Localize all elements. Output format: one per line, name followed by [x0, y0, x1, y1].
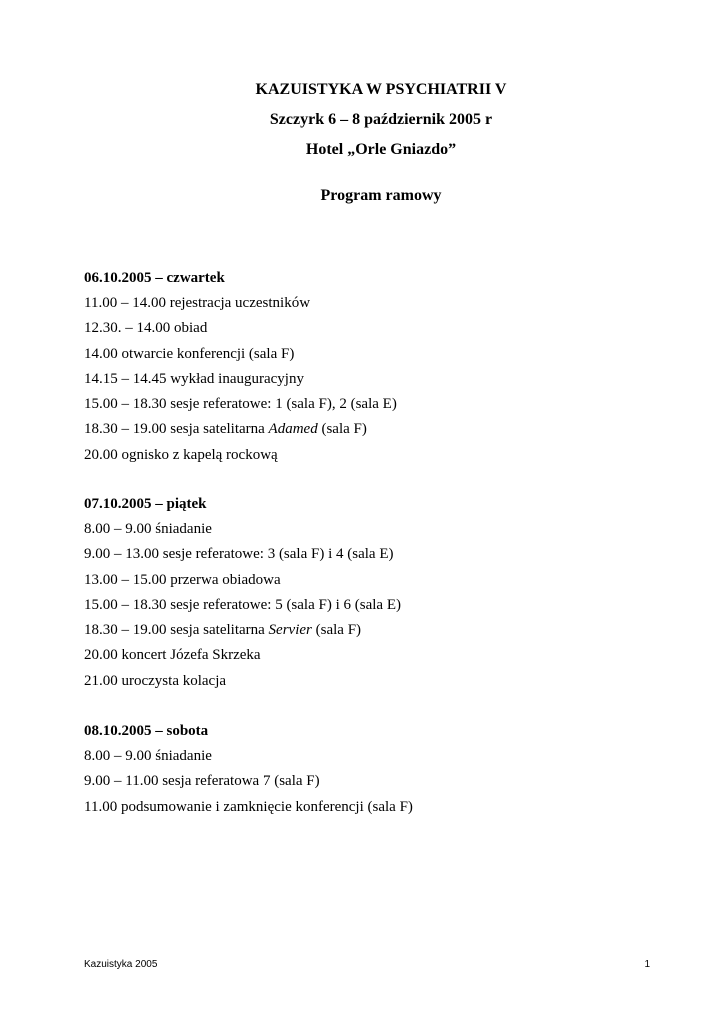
schedule-entry: 15.00 – 18.30 sesje referatowe: 1 (sala F), 2 (sala E) — [84, 396, 397, 413]
document-header — [0, 80, 724, 206]
schedule-entry: 11.00 podsumowanie i zamknięcie konferencji (sala F) — [84, 798, 413, 815]
day-title: 06.10.2005 – czwartek — [84, 270, 225, 286]
footer-label: Kazuistyka 2005 — [84, 959, 158, 970]
day-section-1 — [84, 269, 684, 471]
schedule-entry: 14.15 – 14.45 wykład inauguracyjny — [84, 370, 304, 387]
place-and-date: Szczyrk 6 – 8 październik 2005 r — [269, 111, 493, 128]
schedule-entry: 9.00 – 11.00 sesja referatowa 7 (sala F) — [84, 773, 320, 790]
schedule-entry: 14.00 otwarcie konferencji (sala F) — [84, 345, 295, 362]
sponsor-name: Servier — [268, 622, 312, 639]
schedule-entry: 8.00 – 9.00 śniadanie — [84, 521, 212, 537]
page-number: 1 — [644, 959, 650, 970]
schedule-entry: 21.00 uroczysta kolacja — [84, 672, 227, 689]
day-section-2 — [84, 495, 684, 697]
day-section-3 — [84, 722, 684, 823]
day-title: 07.10.2005 – piątek — [84, 496, 207, 512]
program-heading: Program ramowy — [320, 187, 442, 204]
schedule-entry: 20.00 koncert Józefa Skrzeka — [84, 647, 261, 664]
sponsor-name: Adamed — [268, 421, 318, 438]
schedule-entry: 11.00 – 14.00 rejestracja uczestników — [84, 295, 311, 311]
entry-text: 18.30 – 19.00 sesja satelitarna — [84, 421, 269, 438]
schedule-entry: 12.30. – 14.00 obiad — [84, 320, 208, 337]
entry-text: (sala F) — [317, 421, 367, 438]
hotel-name: Hotel „Orle Gniazdo” — [305, 141, 457, 158]
entry-text: (sala F) — [311, 622, 362, 639]
schedule-entry — [84, 420, 684, 445]
document-title: KAZUISTYKA W PSYCHIATRII V — [255, 81, 507, 98]
schedule-entry — [84, 621, 684, 646]
schedule-entry: 9.00 – 13.00 sesje referatowe: 3 (sala F) i 4 (sala E) — [84, 546, 394, 563]
schedule-entry: 15.00 – 18.30 sesje referatowe: 5 (sala F) i 6 (sala E) — [84, 596, 401, 613]
schedule-entry: 20.00 ognisko z kapelą rockową — [84, 446, 278, 463]
schedule-entry: 13.00 – 15.00 przerwa obiadowa — [84, 571, 281, 588]
schedule-entry: 8.00 – 9.00 śniadanie — [84, 748, 212, 764]
entry-text: 18.30 – 19.00 sesja satelitarna — [84, 622, 269, 639]
day-title: 08.10.2005 – sobota — [84, 723, 209, 739]
